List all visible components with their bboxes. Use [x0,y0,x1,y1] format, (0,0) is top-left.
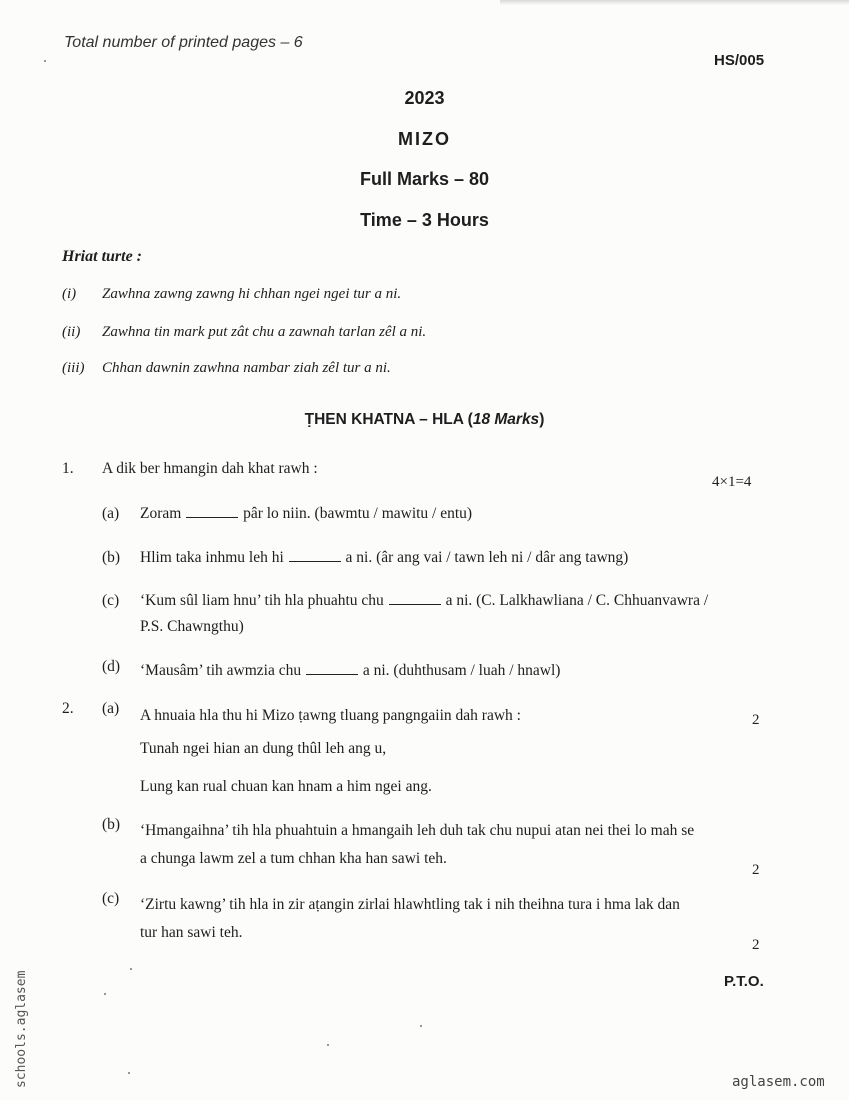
printed-pages-note: Total number of printed pages – 6 [64,34,303,51]
instruction-text: Zawhna tin mark put zât chu a zawnah tarlan zêl a ni. [102,324,427,340]
poem-line: Lung kan rual chuan kan hnam a him ngei ang. [140,778,432,795]
scan-speck [130,968,132,970]
side-watermark: schools.aglasem [14,970,29,1088]
fill-prefix: Zoram [140,505,182,522]
full-marks: Full Marks – 80 [359,169,490,189]
subquestion-text [140,549,628,567]
instructions-title: Hriat turte : [62,248,143,265]
subquestion-label: (b) [102,549,121,566]
instruction-num: (iii) [62,360,85,376]
subject-title: MIZO [398,129,451,149]
pto-label: P.T.O. [724,973,764,990]
subquestion-label: (c) [102,890,120,907]
question-marks: 2 [752,712,760,728]
scan-speck [128,1072,130,1074]
exam-year: 2023 [404,88,445,108]
fill-prefix: ‘Kum sûl liam hnu’ tih hla phuahtu chu [140,592,384,609]
question-marks: 4×1=4 [712,474,752,490]
fill-prefix: Hlim taka inhmu leh hi [140,549,284,566]
instruction-num: (ii) [62,324,81,340]
scan-speck [44,60,46,62]
subquestion-label: (a) [102,700,120,717]
subquestion-text: ‘Zirtu kawng’ tih hla in zir aṭangin zirlai hlawhtling tak i nih theihna tura i hma lak dan [140,896,680,913]
instruction-text: Zawhna zawng zawng hi chhan ngei ngei tur a ni. [102,286,402,302]
question-marks: 2 [752,937,760,953]
subquestion-label: (d) [102,658,121,675]
site-watermark: aglasem.com [732,1074,825,1090]
fill-blank [186,505,238,518]
fill-blank [389,592,441,605]
scan-speck [104,993,106,995]
subquestion-text [140,662,560,680]
section-heading [0,411,849,429]
subquestion-text [140,592,708,610]
question-text: A dik ber hmangin dah khat rawh : [102,460,318,477]
scan-edge [500,0,849,5]
scan-speck [327,1044,329,1046]
fill-suffix: a ni. (duhthusam / luah / hnawl) [362,662,561,679]
time-allowed: Time – 3 Hours [360,210,489,230]
question-number: 2. [62,700,74,717]
scan-speck [420,1025,422,1027]
subquestion-continuation: P.S. Chawngthu) [140,618,244,635]
subquestion-label: (c) [102,592,120,609]
question-number: 1. [62,460,74,477]
poem-line: Tunah ngei hian an dung thûl leh ang u, [140,740,387,757]
subquestion-continuation: a chunga lawm zel a tum chhan kha han sawi teh. [140,850,447,867]
subquestion-continuation: tur han sawi teh. [140,924,243,941]
question-marks: 2 [752,862,760,878]
subquestion-text: ‘Hmangaihna’ tih hla phuahtuin a hmangaih leh duh tak chu nupui atan nei thei lo mah se [140,822,695,839]
fill-blank [306,662,358,675]
instruction-num: (i) [62,286,77,302]
section-marks: 18 Marks [472,411,540,428]
paper-code: HS/005 [714,52,765,69]
subquestion-text: A hnuaia hla thu hi Mizo ṭawng tluang pangngaiin dah rawh : [140,707,521,724]
fill-blank [289,549,341,562]
fill-suffix: a ni. (âr ang vai / tawn leh ni / dâr ang tawng) [345,549,629,566]
subquestion-label: (a) [102,505,120,522]
section-title-close: ) [539,411,545,428]
subquestion-text [140,505,472,523]
section-title: ṬHEN KHATNA – HLA ( [304,411,473,428]
fill-prefix: ‘Mausâm’ tih awmzia chu [140,662,302,679]
subquestion-label: (b) [102,816,121,833]
fill-suffix: pâr lo niin. (bawmtu / mawitu / entu) [243,505,473,522]
fill-suffix: a ni. (C. Lalkhawliana / C. Chhuanvawra / [445,592,709,609]
instruction-text: Chhan dawnin zawhna nambar ziah zêl tur a ni. [102,360,391,376]
